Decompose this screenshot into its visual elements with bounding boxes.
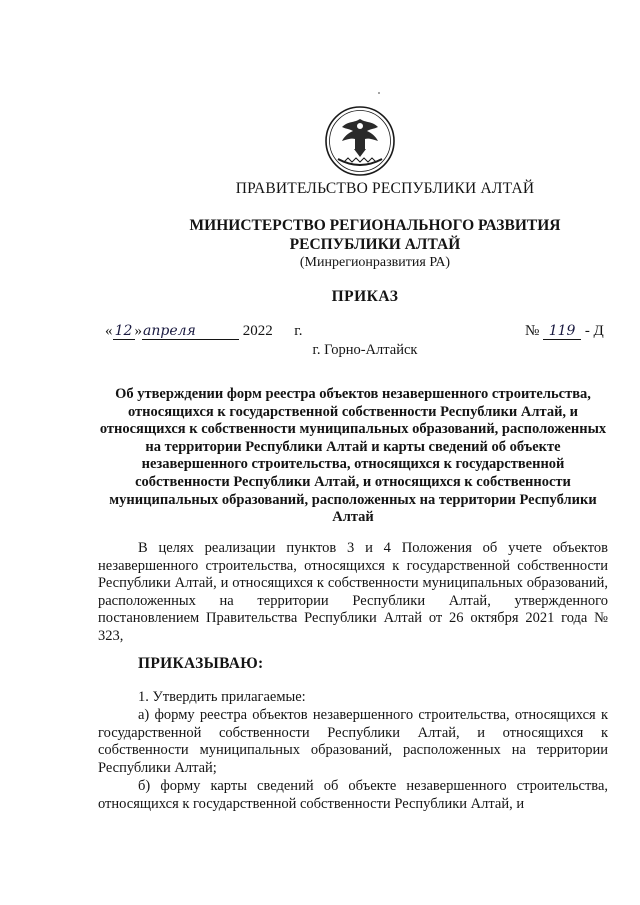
document-type-title: ПРИКАЗ	[331, 288, 399, 305]
item-b: б) форму карты сведений об объекте незавершенного строительства, относящихся к государственной собственности Республики Алтай, и	[98, 778, 608, 812]
coat-of-arms-emblem	[324, 105, 396, 177]
ministry-name-line2: РЕСПУБЛИКИ АЛТАЙ	[289, 236, 461, 253]
number-suffix: - Д	[584, 323, 604, 339]
decree-heading: ПРИКАЗЫВАЮ:	[138, 655, 264, 672]
ministry-name	[0, 216, 640, 254]
date-close-quote: »	[134, 323, 142, 339]
preamble-paragraph: В целях реализации пунктов 3 и 4 Положения об учете объектов незавершенного строительства, относящихся к государственной собственности Республики Алтай, и относящихся к собственности муниципальных образований, расположенных на территории Республики Алтай, утвержденного постановлением Правительства Республики Алтай от 26 октября 2021 года № 323,	[98, 540, 608, 644]
city-location: г. Горно-Алтайск	[312, 342, 418, 358]
order-date	[105, 323, 302, 340]
number-value-handwritten: 119	[543, 323, 581, 340]
date-year-suffix: г.	[294, 323, 303, 339]
item-1: 1. Утвердить прилагаемые:	[138, 689, 306, 705]
date-year: 2022	[242, 323, 273, 339]
number-prefix: №	[525, 323, 540, 339]
date-open-quote: «	[105, 323, 113, 339]
order-subject: Об утверждении форм реестра объектов незавершенного строительства, относящихся к государственной собственности Республики Алтай, и относящихся к собственности муниципальных образований, расположенных на территории Республики Алтай и карты сведений об объекте незавершенного строительства, относящихся к государственной собственности Республики Алтай, и относящихся к собственности муниципальных образований, расположенных на территории Республики Алтай	[99, 386, 607, 526]
ministry-name-line1: МИНИСТЕРСТВО РЕГИОНАЛЬНОГО РАЗВИТИЯ	[189, 217, 561, 234]
ministry-abbreviation: (Минрегионразвития РА)	[299, 255, 451, 270]
scan-speck	[378, 92, 380, 94]
date-month-handwritten: апреля	[142, 323, 239, 340]
government-name: ПРАВИТЕЛЬСТВО РЕСПУБЛИКИ АЛТАЙ	[235, 180, 535, 197]
order-number	[525, 323, 604, 340]
date-day-handwritten: 12	[113, 323, 135, 340]
item-a: а) форму реестра объектов незавершенного строительства, относящихся к государственной собственности Республики Алтай, и относящихся к собственности муниципальных образований, расположенных на территории Республики Алтай;	[98, 707, 608, 776]
